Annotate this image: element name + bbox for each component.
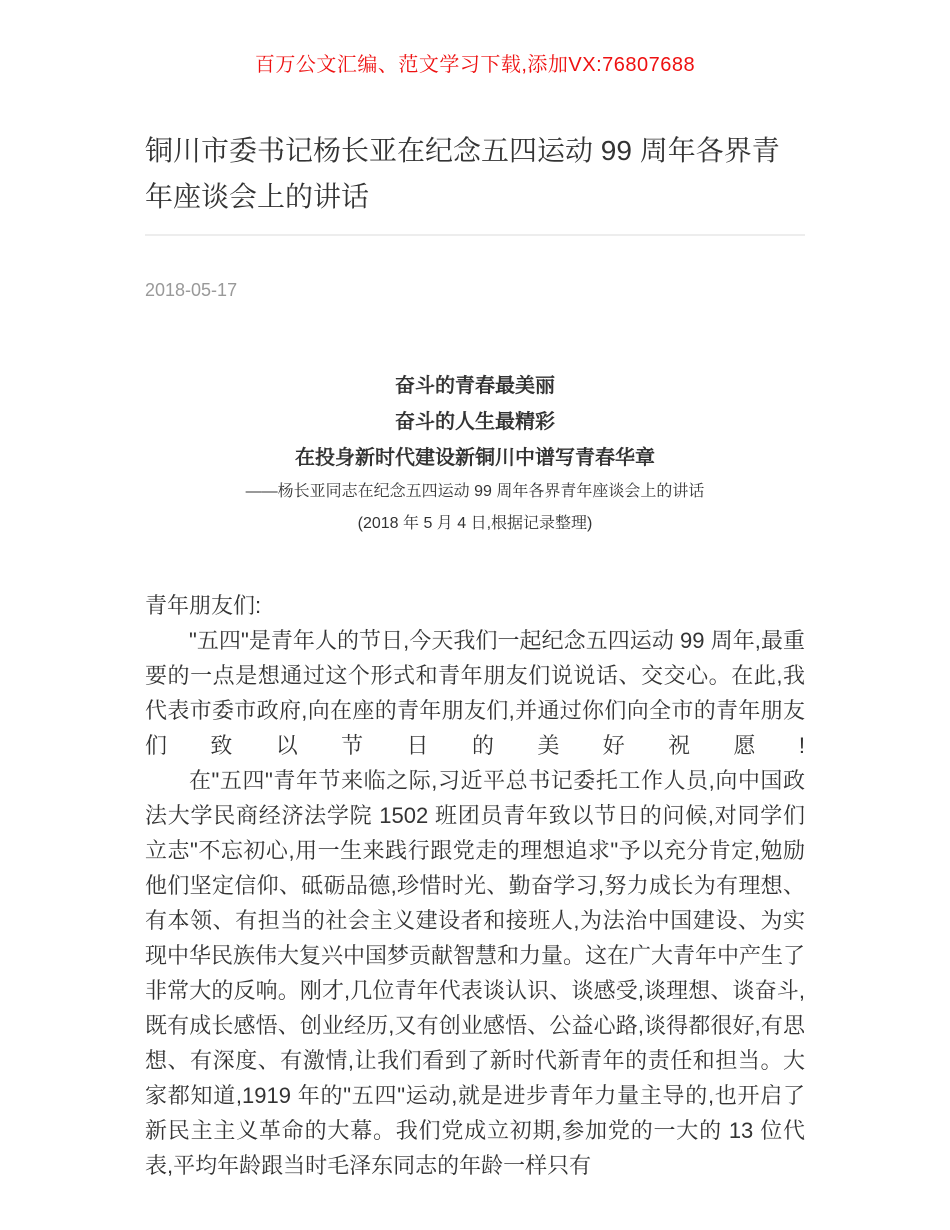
heading-line-3: 在投身新时代建设新铜川中谱写青春华章	[295, 447, 655, 469]
document-page	[145, 128, 805, 1183]
heading-line-1: 奋斗的青春最美丽	[395, 375, 555, 397]
publish-date: 2018-05-17	[145, 280, 238, 300]
page-title: 铜川市委书记杨长亚在纪念五四运动 99 周年各界青年座谈会上的讲话	[145, 135, 780, 212]
source-note: (2018 年 5 月 4 日,根据记录整理)	[357, 515, 593, 532]
heading-line-2: 奋斗的人生最精彩	[395, 411, 555, 433]
promo-banner: 百万公文汇编、范文学习下载,添加VX:76807688	[254, 54, 696, 76]
speech-attribution: ——杨长亚同志在纪念五四运动 99 周年各界青年座谈会上的讲话	[245, 483, 705, 500]
paragraph-salutation: 青年朋友们:	[145, 593, 262, 618]
document-headings	[145, 368, 805, 476]
title-divider	[145, 234, 805, 236]
article-body	[145, 588, 805, 1183]
paragraph-2: 在"五四"青年节来临之际,习近平总书记委托工作人员,向中国政法大学民商经济法学院 1502 班团员青年致以节日的问候,对同学们立志"不忘初心,用一生来践行跟党走的理想追求"予以充分肯定,勉励他们坚定信仰、砥砺品德,珍惜时光、勤奋学习,努力成长为有理想、有本领、有担当的社会主义建设者和接班人,为法治中国建设、为实现中华民族伟大复兴中国梦贡献智慧和力量。这在广大青年中产生了非常大的反响。刚才,几位青年代表谈认识、谈感受,谈理想、谈奋斗,既有成长感悟、创业经历,又有创业感悟、公益心路,谈得都很好,有思想、有深度、有激情,让我们看到了新时代新青年的责任和担当。大家都知道,1919 年的"五四"运动,就是进步青年力量主导的,也开启了新民主主义革命的大幕。我们党成立初期,参加党的一大的 13 位代表,平均年龄跟当时毛泽东同志的年龄一样只有	[145, 768, 806, 1178]
paragraph-1: "五四"是青年人的节日,今天我们一起纪念五四运动 99 周年,最重要的一点是想通过这个形式和青年朋友们说说话、交交心。在此,我代表市委市政府,向在座的青年朋友们,并通过你们向全市的青年朋友们致以节日的美好祝愿!	[145, 628, 805, 758]
